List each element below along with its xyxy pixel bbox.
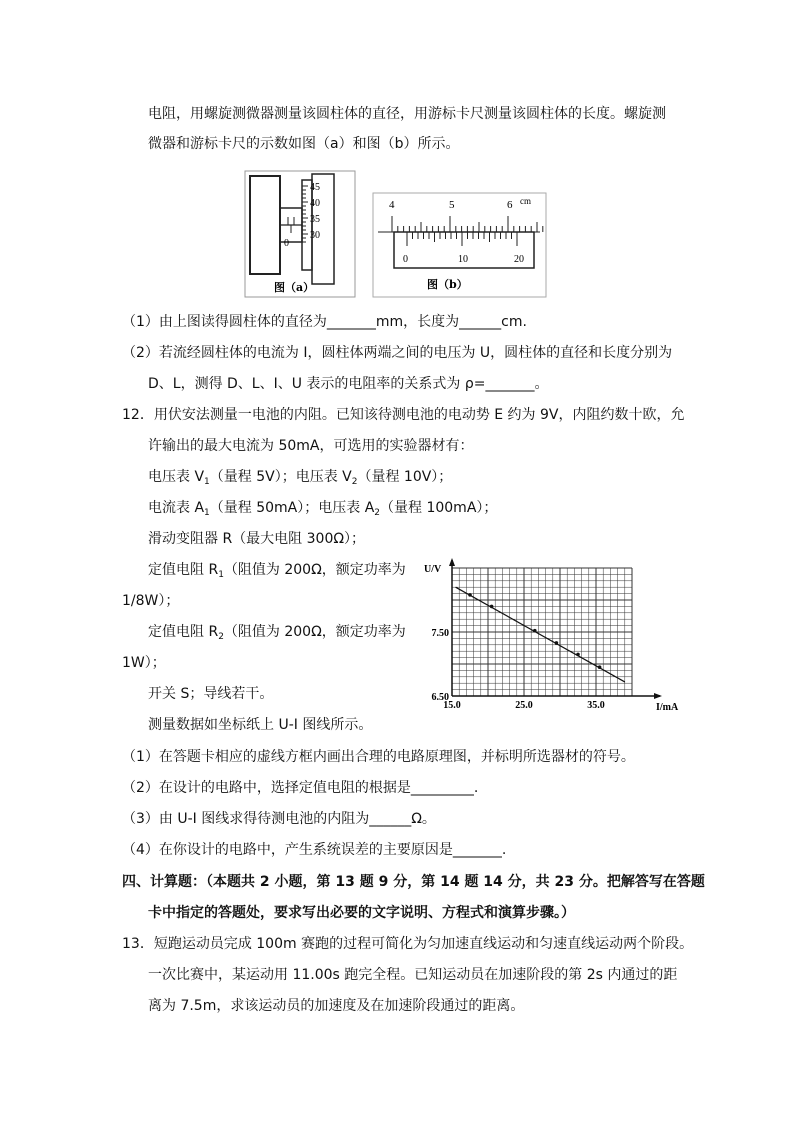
q12-sub2: （2）在设计的电路中，选择定值电阻的根据是_________. <box>122 780 479 796</box>
micrometer-label-0: 0 <box>284 238 289 249</box>
x-tick-label: 25.0 <box>515 700 533 711</box>
q12-resistor-r1-tail: 1/8W）； <box>122 593 180 609</box>
q12-rheostat: 滑动变阻器 R（最大电阻 300Ω）； <box>148 531 366 547</box>
q12-sub3: （3）由 U-I 图线求得待测电池的内阻为______Ω。 <box>122 811 436 827</box>
q12-switch: 开关 S；导线若干。 <box>148 686 274 702</box>
ui-chart <box>420 558 679 718</box>
ammeter-a1-range: （量程 50mA）；电压表 A <box>209 500 375 516</box>
q12-resistor-r2-tail: 1W）； <box>122 655 166 671</box>
micrometer-diagram <box>244 170 356 298</box>
q12-sub4: （4）在你设计的电路中，产生系统误差的主要原因是_______. <box>122 842 507 858</box>
caliper-caption: 图（b） <box>427 278 468 291</box>
x-axis-label: I/mA <box>656 702 679 713</box>
q11-part1: （1）由上图读得圆柱体的直径为_______mm，长度为______cm. <box>122 314 527 330</box>
caliper-main-label-6: 6 <box>507 199 513 211</box>
y-tick-label: 6.50 <box>431 692 449 703</box>
q12-sub1: （1）在答题卡相应的虚线方框内画出合理的电路原理图，并标明所选器材的符号。 <box>122 749 635 765</box>
data-point <box>555 641 559 645</box>
ammeter-a2-range: （量程 100mA）； <box>380 500 498 516</box>
ammeter-a1-prefix: 电流表 A <box>148 500 205 516</box>
caliper-figure <box>372 192 547 298</box>
data-point <box>576 653 580 657</box>
intro-line-1: 电阻，用螺旋测微器测量该圆柱体的直径，用游标卡尺测量该圆柱体的长度。螺旋测 <box>148 106 666 122</box>
caliper-main-label-4: 4 <box>389 199 395 211</box>
caliper-main-label-5: 5 <box>449 199 455 211</box>
y-tick-label: 7.50 <box>431 628 449 639</box>
q13-line2: 一次比赛中，某运动用 11.00s 跑完全程。已知运动员在加速阶段的第 2s 内通过的距 <box>148 967 678 983</box>
q11-part2-line2: D、L，测得 D、L、I、U 表示的电阻率的关系式为 ρ=_______。 <box>148 376 549 392</box>
x-tick-label: 35.0 <box>587 700 605 711</box>
intro-line-2: 微器和游标卡尺的示数如图（a）和图（b）所示。 <box>148 136 460 152</box>
micrometer-label-40: 40 <box>310 198 320 209</box>
micrometer-label-45: 45 <box>310 182 320 193</box>
voltmeter-v1-range: （量程 5V）；电压表 V <box>209 469 352 485</box>
caliper-unit: cm <box>520 196 531 206</box>
q13-line1: 13．短跑运动员完成 100m 赛跑的过程可简化为匀加速直线运动和匀速直线运动两个阶段。 <box>122 936 694 952</box>
micrometer-label-30: 30 <box>310 230 320 241</box>
y-axis-arrow <box>449 558 455 566</box>
micrometer-caption: 图（a） <box>274 281 315 294</box>
q12-stem-line2: 许输出的最大电流为 50mA，可选用的实验器材有： <box>148 438 474 454</box>
x-tick-label: 15.0 <box>443 700 461 711</box>
data-point <box>533 629 537 633</box>
data-point <box>598 665 602 669</box>
caliper-diagram <box>372 192 547 298</box>
caliper-vernier-label-0: 0 <box>403 254 408 265</box>
x-axis-arrow <box>654 693 662 699</box>
y-axis-label: U/V <box>424 564 442 575</box>
data-point <box>490 605 494 609</box>
micrometer-figure <box>244 170 356 298</box>
q13-line3: 离为 7.5m，求该运动员的加速度及在加速阶段通过的距离。 <box>148 998 525 1014</box>
ui-chart-svg <box>420 558 679 718</box>
q12-resistor-r1: 定值电阻 $R_1$（阻值为 200Ω，额定功率为 <box>148 562 406 580</box>
resistor-r2-spec: （阻值为 200Ω，额定功率为 <box>223 624 406 640</box>
section4-heading-line1: 四、计算题：（本题共 2 小题，第 13 题 9 分，第 14 题 14 分，共 23 分。把解答写在答题 <box>122 874 705 890</box>
q12-resistor-r2: 定值电阻 $R_2$（阻值为 200Ω，额定功率为 <box>148 624 406 642</box>
resistor-r2-prefix: 定值电阻 R <box>148 624 219 640</box>
q12-data-note: 测量数据如坐标纸上 U-I 图线所示。 <box>148 717 373 733</box>
q12-voltmeters: 电压表 $V_1$（量程 5V）；电压表 $V_2$（量程 10V）； <box>148 469 453 487</box>
voltmeter-v1-prefix: 电压表 V <box>148 469 205 485</box>
resistor-r1-prefix: 定值电阻 R <box>148 562 219 578</box>
q12-ammeters: 电流表 $A_1$（量程 50mA）；电压表 $A_2$（量程 100mA）； <box>148 500 498 518</box>
micrometer-label-35: 35 <box>310 214 320 225</box>
caliper-vernier-label-10: 10 <box>458 254 468 265</box>
caliper-vernier-label-20: 20 <box>514 254 524 265</box>
resistor-r1-spec: （阻值为 200Ω，额定功率为 <box>223 562 406 578</box>
q12-stem-line1: 12．用伏安法测量一电池的内阻。已知该待测电池的电动势 E 约为 9V，内阻约数十欧，允 <box>122 407 685 423</box>
data-point <box>468 593 472 597</box>
section4-heading-line2: 卡中指定的答题处，要求写出必要的文字说明、方程式和演算步骤。） <box>148 905 575 921</box>
voltmeter-v2-range: （量程 10V）； <box>357 469 453 485</box>
q11-part2-line1: （2）若流经圆柱体的电流为 I，圆柱体两端之间的电压为 U，圆柱体的直径和长度分别为 <box>122 345 673 361</box>
